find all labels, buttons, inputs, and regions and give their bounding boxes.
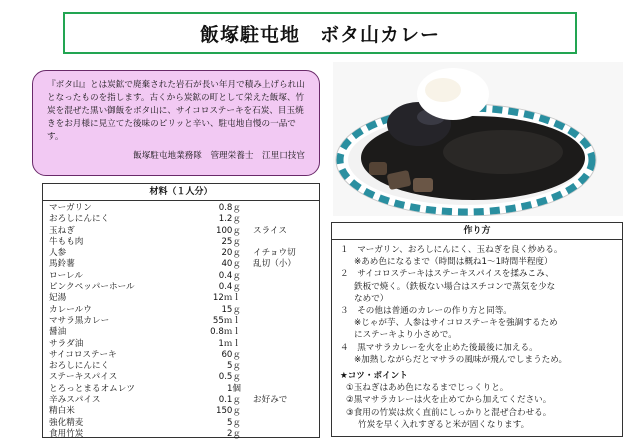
ingredient-name: 馬鈴薯 bbox=[49, 259, 75, 270]
ingredient-amount: 5ｇ bbox=[226, 361, 241, 372]
ingredient-note bbox=[241, 293, 253, 304]
ingredient-amount: 20ｇ bbox=[221, 248, 241, 259]
ingredient-note bbox=[241, 361, 253, 372]
ingredient-name: おろしにんにく bbox=[49, 214, 110, 225]
ingredient-row bbox=[49, 237, 313, 248]
tip-item: ③食用の竹炭は炊く直前にしっかりと混ぜ合わせる。 bbox=[346, 407, 552, 418]
ingredient-name: 妃湯 bbox=[49, 293, 67, 304]
ingredient-name: マーガリン bbox=[49, 203, 92, 213]
ingredient-amount: 1個 bbox=[226, 383, 241, 394]
ingredient-note bbox=[241, 282, 253, 293]
ingredient-name: ステーキスパイス bbox=[49, 372, 118, 383]
method-step: ３ その他は普通のカレーの作り方と同等。 bbox=[340, 306, 512, 317]
method-step-note: ※加熱しながらだとマサラの風味が飛んでしまうため。 bbox=[354, 354, 568, 365]
curry-plate-image bbox=[333, 62, 623, 216]
ingredient-note: スライス bbox=[253, 225, 288, 236]
ingredient-amount: 2ｇ bbox=[226, 428, 241, 439]
ingredient-note bbox=[241, 316, 253, 327]
ingredient-row bbox=[49, 226, 313, 237]
ingredient-name: サラダ油 bbox=[49, 338, 84, 349]
ingredient-name: 強化精麦 bbox=[49, 417, 84, 428]
ingredient-note bbox=[241, 384, 253, 395]
method-body bbox=[332, 240, 622, 431]
ingredient-row bbox=[49, 361, 313, 372]
method-panel bbox=[331, 222, 623, 437]
ingredient-name: ローレル bbox=[49, 270, 83, 281]
ingredient-name: 食用竹炭 bbox=[49, 428, 84, 439]
intro-signature: 飯塚駐屯地業務隊 管理栄養士 江里口技官 bbox=[133, 151, 305, 161]
ingredient-row bbox=[49, 384, 313, 395]
method-step-note: 鉄板で焼く。（鉄板ない場合はスチコンで蒸気を少な bbox=[354, 281, 556, 292]
ingredient-row bbox=[49, 372, 313, 383]
ingredient-amount: 1ｍｌ bbox=[218, 338, 241, 349]
ingredient-amount: 25ｇ bbox=[221, 236, 241, 247]
ingredient-row bbox=[49, 305, 313, 316]
ingredient-amount: 5ｇ bbox=[226, 417, 241, 428]
tip-item: ②黒マサラカレーは火を止めてから加えてください。 bbox=[346, 395, 552, 406]
curry-photo bbox=[333, 62, 623, 216]
ingredient-row bbox=[49, 259, 313, 270]
ingredient-note bbox=[241, 418, 253, 429]
page-title-box bbox=[63, 12, 577, 54]
method-step: ２ サイコロステーキはステーキスパイスを揉みこみ、 bbox=[340, 269, 554, 280]
ingredient-row bbox=[49, 293, 313, 304]
page-title: 飯塚駐屯地 ボタ山カレー bbox=[199, 23, 440, 46]
ingredient-amount: 100ｇ bbox=[216, 225, 241, 236]
method-step-note: にステーキより小さめで。 bbox=[354, 330, 457, 341]
ingredient-amount: 150ｇ bbox=[216, 406, 241, 417]
tips-title: ★コツ・ポイント bbox=[340, 371, 408, 382]
ingredient-amount: 0.1ｇ bbox=[218, 395, 241, 406]
ingredient-note bbox=[241, 350, 253, 361]
ingredients-list bbox=[43, 201, 319, 440]
ingredient-note bbox=[241, 339, 253, 350]
method-step-note: ※あめ色になるまで（時間は概ね1～1時間半程度） bbox=[354, 257, 553, 268]
ingredient-note bbox=[241, 372, 253, 383]
ingredient-row bbox=[49, 339, 313, 350]
method-step: ４ 黒マサラカレーを火を止めた後最後に加える。 bbox=[340, 342, 538, 353]
ingredient-row bbox=[49, 327, 313, 338]
tip-note: 竹炭を早く入れすぎると米が固くなります。 bbox=[358, 419, 530, 430]
ingredient-note: お好みで bbox=[253, 395, 288, 406]
ingredient-row bbox=[49, 271, 313, 282]
ingredient-amount: 0.8ｇ bbox=[218, 203, 241, 213]
ingredient-amount: 12ｍｌ bbox=[212, 293, 241, 304]
ingredients-header: 材料（１人分） bbox=[43, 184, 319, 201]
tip-item: ①玉ねぎはあめ色になるまでじっくりと。 bbox=[346, 383, 509, 394]
ingredient-name: マサラ黒カレー bbox=[49, 315, 110, 326]
ingredient-row bbox=[49, 350, 313, 361]
ingredient-name: 牛もも肉 bbox=[49, 236, 84, 247]
ingredient-row bbox=[49, 418, 313, 429]
method-step-note: なめで） bbox=[354, 293, 389, 304]
ingredient-name: とろっとまるオムレツ bbox=[49, 383, 135, 394]
ingredient-row bbox=[49, 203, 313, 214]
ingredient-name: おろしにんにく bbox=[49, 361, 110, 372]
ingredient-name: 精白米 bbox=[49, 406, 75, 417]
ingredient-note bbox=[241, 237, 253, 248]
ingredient-row bbox=[49, 248, 313, 259]
ingredient-note bbox=[241, 214, 253, 225]
ingredient-name: カレールウ bbox=[49, 304, 92, 315]
ingredient-row bbox=[49, 282, 313, 293]
ingredient-amount: 40ｇ bbox=[221, 259, 241, 270]
ingredient-amount: 0.8ｍｌ bbox=[210, 327, 241, 338]
intro-text: 『ボタ山』とは炭鉱で廃棄された岩石が長い年月で積み上げられ山となったものを指します。古くから炭鉱の町として栄えた飯塚、竹炭を混ぜた黒い御飯をボタ山に、サイコロステーキを石炭、目玉焼きをお月様に見立てた後味のピリッと辛い、駐屯地自慢の一品です。 bbox=[47, 80, 305, 142]
ingredient-name: 辛みスパイス bbox=[49, 395, 101, 406]
method-step: １ マーガリン、おろしにんにく、玉ねぎを良く炒める。 bbox=[340, 245, 563, 255]
ingredient-row bbox=[49, 214, 313, 225]
ingredient-amount: 0.5ｇ bbox=[218, 372, 241, 383]
ingredient-note: 乱切（小） bbox=[253, 259, 296, 270]
ingredient-name: ピンクペッパーホール bbox=[49, 282, 135, 293]
method-header: 作り方 bbox=[332, 223, 622, 240]
ingredient-name: 玉ねぎ bbox=[49, 225, 75, 236]
ingredient-row bbox=[49, 316, 313, 327]
ingredient-amount: 60ｇ bbox=[221, 349, 241, 360]
ingredient-amount: 1.2ｇ bbox=[218, 214, 241, 225]
ingredient-note: イチョウ切 bbox=[253, 248, 296, 259]
ingredient-amount: 15ｇ bbox=[221, 304, 241, 315]
ingredients-panel bbox=[42, 183, 320, 438]
ingredient-note bbox=[241, 203, 253, 214]
method-step-note: ※じゃが芋、人参はサイコロステーキを強調するため bbox=[354, 318, 558, 329]
ingredient-row bbox=[49, 429, 313, 440]
ingredient-name: 人参 bbox=[49, 248, 67, 259]
ingredient-row bbox=[49, 406, 313, 417]
ingredient-name: 醤油 bbox=[49, 327, 67, 338]
ingredient-amount: 0.4ｇ bbox=[218, 270, 241, 281]
ingredient-amount: 55ｍｌ bbox=[212, 315, 241, 326]
ingredient-name: サイコロステーキ bbox=[49, 349, 117, 360]
ingredient-note bbox=[241, 406, 253, 417]
ingredient-row bbox=[49, 395, 313, 406]
intro-box bbox=[32, 70, 320, 176]
ingredient-note bbox=[241, 271, 253, 282]
ingredient-note bbox=[241, 305, 253, 316]
ingredient-note bbox=[241, 429, 253, 440]
ingredient-note bbox=[241, 327, 253, 338]
ingredient-amount: 0.4ｇ bbox=[218, 282, 241, 293]
